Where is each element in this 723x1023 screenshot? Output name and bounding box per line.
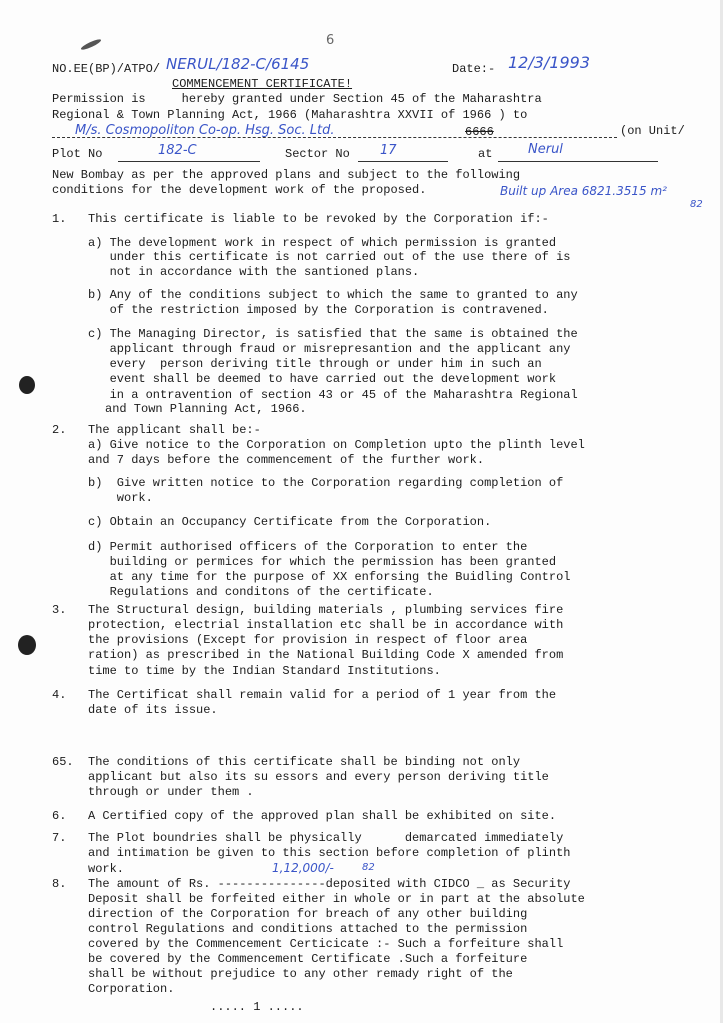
body-text-line: c) The Managing Director, is satisfied that the same is obtained the [88, 327, 578, 341]
body-text-line: The amount of Rs. ---------------deposited with CIDCO _ as Security [88, 877, 571, 891]
body-text-line: Corporation. [88, 982, 175, 996]
built-up-area-handwritten: Built up Area 6821.3515 m² [500, 184, 667, 198]
body-text-line: The Structural design, building materials , plumbing services fire [88, 603, 564, 617]
on-unit-label: (on Unit/ [620, 124, 685, 138]
body-text-line: A Certified copy of the approved plan shall be exhibited on site. [88, 809, 557, 823]
date-handwritten: 12/3/1993 [508, 53, 591, 72]
body-text-line: The conditions of this certificate shall be binding not only [88, 755, 521, 769]
body-text-line: protection, electrial installation etc shall be in accordance with [88, 618, 564, 632]
body-text-line: The Plot boundries shall be physically demarcated immediately [88, 831, 564, 845]
page-mark: 6 [326, 33, 335, 48]
plot-handwritten: 182-C [158, 143, 197, 158]
body-text-line: date of its issue. [88, 703, 218, 717]
body-text-line: and intimation be given to this section before completion of plinth [88, 846, 571, 860]
body-text-line: New Bombay as per the approved plans and subject to the following [52, 168, 521, 182]
at-label: at [478, 147, 493, 161]
body-text-line: every person deriving title through or under him in such an [88, 357, 542, 371]
page-number: ..... 1 ..... [210, 1000, 304, 1014]
body-text-line: Regional & Town Planning Act, 1966 (Maharashtra XXVII of 1966 ) to [52, 108, 528, 122]
sector-blank [358, 161, 448, 162]
clause-number: 8. [52, 877, 67, 891]
body-text-line: The Certificat shall remain valid for a period of 1 year from the [88, 688, 557, 702]
body-text-line: d) Permit authorised officers of the Corporation to enter the [88, 540, 528, 554]
location-handwritten: Nerul [528, 142, 563, 157]
body-text-line: Deposit shall be forfeited either in whole or in part at the absolute [88, 892, 585, 906]
applicant-handwritten: M/s. Cosmopoliton Co-op. Hsg. Soc. Ltd. [75, 123, 335, 138]
body-text-line: b) Any of the conditions subject to which the same to granted to any [88, 288, 578, 302]
body-text-line: shall be without prejudice to any other remady right of the [88, 967, 513, 981]
body-text-line: b) Give written notice to the Corporation regarding completion of [88, 476, 564, 490]
clause-number: 4. [52, 688, 67, 702]
punch-hole [19, 376, 35, 394]
body-text-line: in a ontravention of section 43 or 45 of the Maharashtra Regional [88, 388, 578, 402]
body-text-line: under this certificate is not carried out of the use there of is [88, 250, 571, 264]
amount-initial-mark: 82 [362, 862, 375, 873]
body-text-line: Permission is hereby granted under Section 45 of the Maharashtra [52, 92, 542, 106]
body-text-line: and 7 days before the commencement of the further work. [88, 453, 485, 467]
plot-blank [118, 161, 260, 162]
scan-smudge [80, 38, 102, 52]
body-text-line: c) Obtain an Occupancy Certificate from the Corporation. [88, 515, 492, 529]
clause-number: 1. [52, 212, 67, 226]
body-text-line: building or permices for which the permission has been granted [88, 555, 557, 569]
body-text-line: ration) as prescribed in the National Building Code X amended from [88, 648, 564, 662]
clause-number: 7. [52, 831, 67, 845]
punch-hole [18, 635, 36, 655]
body-text-line: applicant through fraud or misrepresantion and the applicant any [88, 342, 571, 356]
plot-label: Plot No [52, 147, 103, 161]
body-text-line: of the restriction imposed by the Corporation is contravened. [88, 303, 549, 317]
unit-struck: 6666 [465, 125, 494, 139]
body-text-line: This certificate is liable to be revoked by the Corporation if:- [88, 212, 549, 226]
body-text-line: direction of the Corporation for breach of any other building [88, 907, 528, 921]
clause-number: 2. [52, 423, 67, 437]
body-text-line: control Regulations and conditions attached to the permission [88, 922, 528, 936]
body-text-line: time to time by the Indian Standard Institutions. [88, 664, 441, 678]
body-text-line: applicant but also its su essors and every person deriving title [88, 770, 549, 784]
body-text-line: at any time for the purpose of XX enforsing the Buidling Control [88, 570, 571, 584]
body-text-line: event shall be deemed to have carried out the development work [88, 372, 557, 386]
sector-handwritten: 17 [380, 143, 397, 158]
body-text-line: not in accordance with the santioned plans. [88, 265, 420, 279]
document-title: COMMENCEMENT CERTIFICATE! [172, 77, 353, 91]
body-text-line: a) Give notice to the Corporation on Completion upto the plinth level [88, 438, 585, 452]
reference-prefix: NO.EE(BP)/ATPO/ [52, 62, 161, 76]
security-amount-handwritten: 1,12,000/- [272, 861, 334, 875]
body-text-line: conditions for the development work of the proposed. [52, 183, 427, 197]
clause-number: 65. [52, 755, 74, 769]
body-text-line: and Town Planning Act, 1966. [105, 402, 307, 416]
body-text-line: Regulations and conditons of the certificate. [88, 585, 434, 599]
body-text-line: The applicant shall be:- [88, 423, 261, 437]
body-text-line: be covered by the Commencement Certificate .Such a forfeiture [88, 952, 528, 966]
reference-number-handwritten: NERUL/182-C/6145 [166, 55, 310, 73]
body-text-line: work. [88, 862, 125, 876]
body-text-line: a) The development work in respect of which permission is granted [88, 236, 557, 250]
clause-number: 6. [52, 809, 67, 823]
clause-number: 3. [52, 603, 67, 617]
body-text-line: the provisions (Except for provision in respect of floor area [88, 633, 528, 647]
body-text-line: work. [88, 491, 153, 505]
body-text-line: through or under them . [88, 785, 254, 799]
date-label: Date:- [452, 62, 496, 76]
initial-mark: 82 [690, 199, 703, 210]
at-blank [498, 161, 658, 162]
sector-label: Sector No [285, 147, 350, 161]
body-text-line: covered by the Commencement Certicicate :- Such a forfeiture shall [88, 937, 564, 951]
